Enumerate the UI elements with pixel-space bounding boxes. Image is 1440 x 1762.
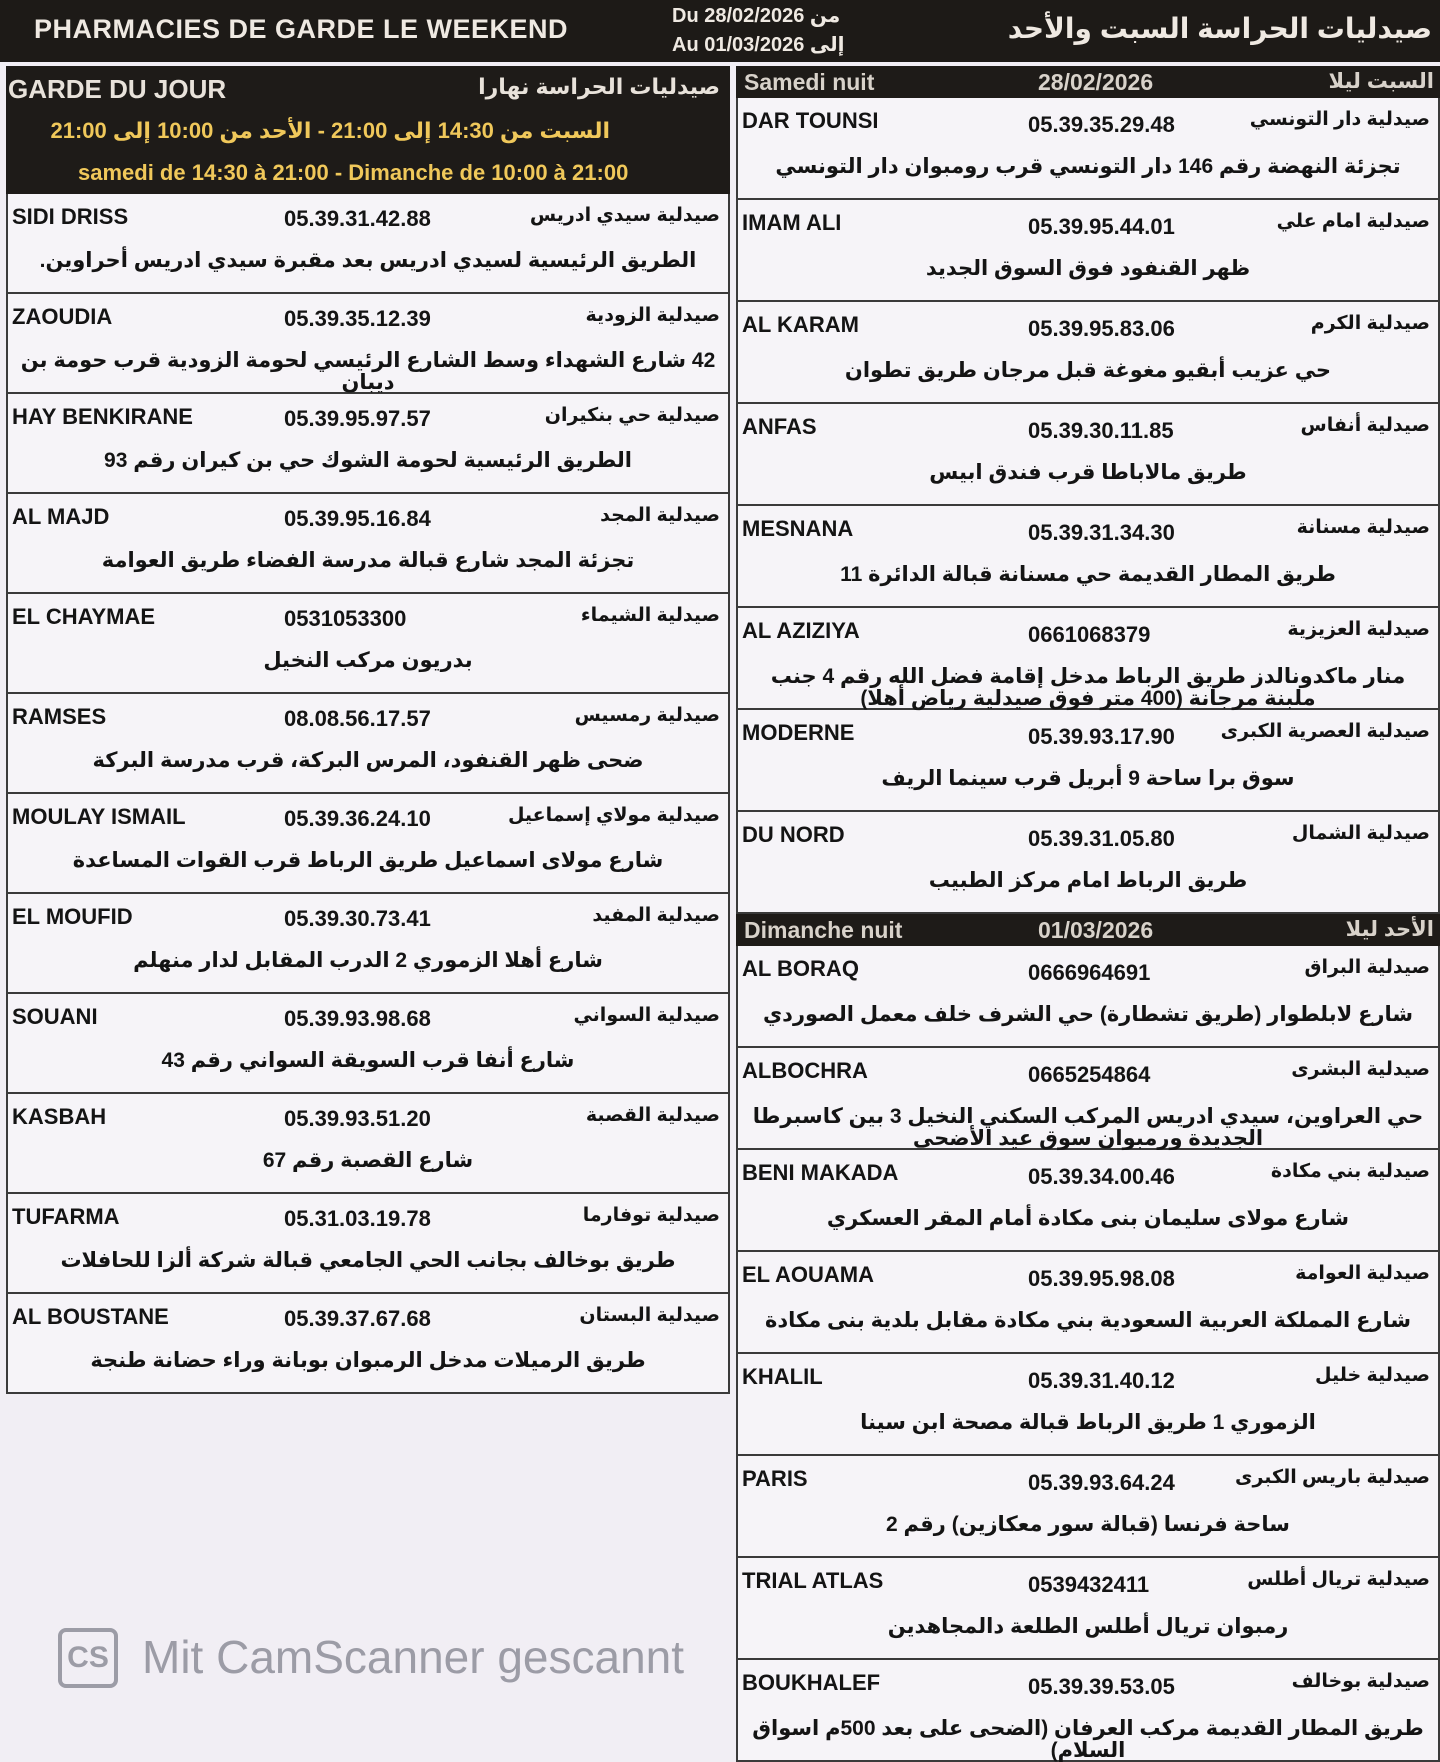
pharmacy-address: طريق الرميلات مدخل الرمبوان بوبانة وراء حضانة طنجة (90, 1349, 646, 1372)
pharmacy-phone: 05.39.93.17.90 (1028, 724, 1175, 749)
pharmacy-name: BENI MAKADA (742, 1160, 899, 1185)
pharmacy-entry (736, 1558, 1440, 1660)
pharmacy-name: AL BOUSTANE (12, 1304, 169, 1329)
garde-du-jour-header (6, 66, 730, 194)
pharmacy-address: ظهر القنفود فوق السوق الجديد (925, 257, 1251, 280)
pharmacy-name: ANFAS (742, 414, 817, 439)
pharmacy-name: MESNANA (742, 516, 854, 541)
pharmacy-name: EL MOUFID (12, 904, 133, 929)
pharmacy-phone: 05.39.95.97.57 (284, 406, 431, 431)
pharmacy-address: حي عزيب أبقيو مغوغة قبل مرجان طريق تطوان (844, 359, 1332, 382)
pharmacy-name-ar: صيدلية المجد (600, 505, 720, 526)
pharmacy-phone: 05.39.34.00.46 (1028, 1164, 1175, 1189)
pharmacy-entry (736, 1252, 1440, 1354)
pharmacy-phone: 05.39.30.11.85 (1028, 418, 1174, 443)
pharmacy-name: IMAM ALI (742, 210, 842, 235)
pharmacy-entry (736, 1354, 1440, 1456)
pharmacy-address: بدريون مركب النخيل (263, 649, 473, 672)
pharmacy-name: KASBAH (12, 1104, 107, 1129)
pharmacy-name: TRIAL ATLAS (742, 1568, 884, 1593)
pharmacy-name-ar: صيدلية مولاي إسماعيل (507, 805, 720, 826)
pharmacy-phone: 0665254864 (1028, 1062, 1151, 1087)
pharmacy-entry (736, 404, 1440, 506)
date-from: Du 28/02/2026 من (672, 5, 841, 27)
pharmacy-name: BOUKHALEF (742, 1670, 881, 1695)
pharmacy-name-ar: صيدلية الشمال (1291, 823, 1430, 844)
pharmacy-name: AL AZIZIYA (742, 618, 860, 643)
pharmacy-phone: 05.39.35.12.39 (284, 306, 431, 331)
pharmacy-address: رمبوان تريال أطلس الطلعة دالمجاهدين (887, 1615, 1289, 1638)
pharmacy-entry (6, 1294, 730, 1394)
pharmacy-name-ar: صيدلية خليل (1315, 1365, 1430, 1386)
pharmacy-address: سوق برا ساحة 9 أبريل قرب سينما الريف (881, 767, 1295, 790)
pharmacy-address: تجزئة النهضة رقم 146 دار التونسي قرب رومبوان دار التونسي (775, 155, 1401, 178)
pharmacy-address: شارع أنفا قرب السويقة السواني رقم 43 (161, 1049, 575, 1072)
pharmacy-name-ar: صيدلية توفارما (582, 1205, 720, 1226)
pharmacy-phone: 05.39.95.98.08 (1028, 1266, 1175, 1291)
pharmacy-name: AL MAJD (12, 504, 110, 529)
pharmacy-name-ar: صيدلية البشرى (1291, 1059, 1430, 1080)
pharmacy-entry (6, 494, 730, 594)
banner-title-ar: صيدليات الحراسة السبت والأحد (1007, 13, 1432, 44)
pharmacy-address: ضحى ظهر القنفود، المرس البركة، قرب مدرسة البركة (92, 749, 644, 772)
pharmacy-address: حي العراوين، سيدي ادريس المركب السكني النخيل 3 بين كاسبرطا الجديدة ورمبوان سوق عيد الأضحى (752, 1105, 1424, 1150)
pharmacy-address: شارع مولاى اسماعيل طريق الرباط قرب القوات المساعدة (72, 849, 664, 872)
date-to: Au 01/03/2026 إلى (672, 34, 845, 56)
pharmacy-name: SIDI DRISS (12, 204, 129, 229)
pharmacy-phone: 05.31.03.19.78 (284, 1206, 431, 1231)
pharmacy-name: EL CHAYMAE (12, 604, 156, 629)
pharmacy-phone: 05.39.36.24.10 (284, 806, 431, 831)
pharmacy-name-ar: صيدلية الكرم (1310, 313, 1430, 334)
pharmacy-phone: 05.39.31.05.80 (1028, 826, 1175, 851)
banner-dates (672, 2, 872, 60)
pharmacy-entry (6, 194, 730, 294)
pharmacy-phone: 05.39.31.34.30 (1028, 520, 1175, 545)
pharmacy-phone: 05.39.93.64.24 (1028, 1470, 1175, 1495)
dimanche-nuit-bar (736, 914, 1440, 946)
pharmacy-name: MODERNE (742, 720, 855, 745)
pharmacy-name-ar: صيدلية العزيزية (1287, 619, 1430, 640)
pharmacy-name-ar: صيدلية امام علي (1276, 211, 1430, 232)
garde-du-jour-list (6, 194, 730, 1394)
pharmacy-name-ar: صيدلية تريال أطلس (1247, 1569, 1430, 1590)
camscanner-logo-icon: CS (58, 1628, 118, 1688)
pharmacy-entry (736, 1048, 1440, 1150)
pharmacy-entry (736, 946, 1440, 1048)
pharmacy-phone: 05.39.31.40.12 (1028, 1368, 1175, 1393)
pharmacy-address: طريق الرباط امام مركز الطبيب (928, 869, 1248, 892)
pharmacy-phone: 0666964691 (1028, 960, 1151, 985)
pharmacy-address: تجزئة المجد شارع قبالة مدرسة الفضاء طريق العوامة (101, 549, 635, 572)
pharmacy-address: طريق بوخالف بجانب الحي الجامعي قبالة شركة ألزا للحافلات (60, 1249, 676, 1272)
pharmacy-name: ZAOUDIA (12, 304, 113, 329)
pharmacy-name: DAR TOUNSI (742, 108, 879, 133)
pharmacy-name: DU NORD (742, 822, 845, 847)
pharmacy-entry (6, 994, 730, 1094)
pharmacy-entry (6, 794, 730, 894)
pharmacy-address: طريق مالاباطا قرب فندق ابيس (929, 461, 1247, 484)
pharmacy-entry (736, 710, 1440, 812)
pharmacy-phone: 05.39.93.51.20 (284, 1106, 431, 1131)
pharmacy-name-ar: صيدلية الزودية (585, 305, 720, 326)
hours-ar: السبت من 14:30 إلى 21:00 - الأحد من 10:00 إلى 21:00 (50, 118, 610, 143)
garde-du-jour-title-ar: صيدليات الحراسة نهارا (478, 74, 720, 99)
pharmacy-phone: 05.39.35.29.48 (1028, 112, 1175, 137)
pharmacy-name-ar: صيدلية السواني (573, 1005, 720, 1026)
pharmacy-phone: 05.39.95.16.84 (284, 506, 431, 531)
pharmacy-phone: 05.39.93.98.68 (284, 1006, 431, 1031)
pharmacy-name-ar: صيدلية دار التونسي (1249, 109, 1430, 130)
pharmacy-entry (736, 302, 1440, 404)
pharmacy-entry (736, 506, 1440, 608)
pharmacy-phone: 0531053300 (284, 606, 407, 631)
samedi-nuit-date: 28/02/2026 (1038, 69, 1154, 95)
samedi-nuit-bar (736, 66, 1440, 98)
pharmacy-name-ar: صيدلية البستان (579, 1305, 720, 1326)
pharmacy-phone: 08.08.56.17.57 (284, 706, 431, 731)
pharmacy-name: SOUANI (12, 1004, 98, 1029)
dimanche-nuit-label-ar: الأحد ليلا (1345, 918, 1434, 941)
hours-fr: samedi de 14:30 à 21:00 - Dimanche de 10:00 à 21:00 (78, 160, 629, 185)
pharmacy-entry (736, 1660, 1440, 1762)
pharmacy-name-ar: صيدلية العوامة (1295, 1263, 1430, 1284)
pharmacy-entry (736, 1456, 1440, 1558)
dimanche-nuit-date: 01/03/2026 (1038, 917, 1154, 943)
pharmacy-address: شارع مولاى سليمان بنى مكادة أمام المقر العسكري (826, 1207, 1350, 1230)
dimanche-nuit-list (736, 946, 1440, 1762)
pharmacy-address: 42 شارع الشهداء وسط الشارع الرئيسي لحومة الزودية قرب حومة بن ديبان (20, 349, 716, 394)
pharmacy-name: PARIS (742, 1466, 808, 1491)
pharmacy-entry (736, 1150, 1440, 1252)
pharmacy-name-ar: صيدلية باريس الكبرى (1235, 1467, 1430, 1488)
top-banner (0, 0, 1440, 62)
pharmacy-entry (6, 894, 730, 994)
pharmacy-address: الزموري 1 طريق الرباط قبالة مصحة ابن سينا (860, 1411, 1316, 1434)
pharmacy-phone: 0539432411 (1028, 1572, 1150, 1597)
night-column (736, 66, 1440, 1762)
pharmacy-address: شارع القصبة رقم 67 (262, 1149, 474, 1172)
pharmacy-address: ساحة فرنسا (قبالة سور معكازين) رقم 2 (886, 1513, 1290, 1536)
pharmacy-name-ar: صيدلية القصبة (585, 1105, 720, 1126)
pharmacy-name-ar: صيدلية بوخالف (1291, 1671, 1430, 1692)
pharmacy-name: AL BORAQ (742, 956, 859, 981)
pharmacy-name-ar: صيدلية بني مكادة (1270, 1161, 1430, 1182)
pharmacy-entry (736, 98, 1440, 200)
pharmacy-name-ar: صيدلية مسنانة (1296, 517, 1430, 538)
garde-du-jour-column (6, 66, 730, 1394)
pharmacy-phone: 05.39.39.53.05 (1028, 1674, 1175, 1699)
pharmacy-address: شارع لابلطوار (طريق تشطارة) حي الشرف خلف معمل الصوردي (762, 1003, 1414, 1026)
pharmacy-name: ALBOCHRA (742, 1058, 868, 1083)
pharmacy-name: KHALIL (742, 1364, 823, 1389)
pharmacy-name-ar: صيدلية العصرية الكبرى (1220, 721, 1430, 742)
pharmacy-phone: 05.39.31.42.88 (284, 206, 431, 231)
banner-title-fr: PHARMACIES DE GARDE LE WEEKEND (34, 14, 569, 44)
pharmacy-name: EL AOUAMA (742, 1262, 874, 1287)
pharmacy-name-ar: صيدلية الشيماء (580, 605, 720, 626)
pharmacy-name: TUFARMA (12, 1204, 120, 1229)
pharmacy-phone: 0661068379 (1028, 622, 1151, 647)
pharmacy-phone: 05.39.37.67.68 (284, 1306, 431, 1331)
pharmacy-entry (6, 294, 730, 394)
pharmacy-name: MOULAY ISMAIL (12, 804, 186, 829)
pharmacy-address: طريق المطار القديمة مركب العرفان (الضحى على بعد 500م اسواق السلام) (752, 1717, 1424, 1762)
watermark-text: Mit CamScanner gescannt (142, 1631, 685, 1683)
pharmacy-phone: 05.39.95.83.06 (1028, 316, 1175, 341)
garde-du-jour-title: GARDE DU JOUR (8, 74, 227, 104)
dimanche-nuit-label: Dimanche nuit (744, 917, 903, 943)
pharmacy-address: طريق المطار القديمة حي مسنانة قبالة الدائرة 11 (840, 563, 1336, 586)
pharmacy-entry (6, 694, 730, 794)
pharmacy-entry (6, 594, 730, 694)
pharmacy-name-ar: صيدلية المفيد (592, 905, 720, 926)
pharmacy-address: شارع المملكة العربية السعودية بني مكادة مقابل بلدية بنى مكادة (764, 1309, 1412, 1332)
pharmacy-name-ar: صيدلية سيدي ادريس (529, 205, 720, 226)
pharmacy-phone: 05.39.30.73.41 (284, 906, 431, 931)
pharmacy-name: HAY BENKIRANE (12, 404, 193, 429)
pharmacy-name: RAMSES (12, 704, 107, 729)
pharmacy-name-ar: صيدلية حي بنكيران (544, 405, 720, 426)
pharmacy-phone: 05.39.95.44.01 (1028, 214, 1175, 239)
pharmacy-name-ar: صيدلية رمسيس (574, 705, 720, 726)
samedi-nuit-label: Samedi nuit (744, 69, 875, 95)
pharmacy-entry (736, 608, 1440, 710)
pharmacy-entry (736, 812, 1440, 914)
pharmacy-name-ar: صيدلية أنفاس (1300, 415, 1430, 436)
pharmacy-entry (6, 1094, 730, 1194)
pharmacy-address: الطريق الرئيسية لسيدي ادريس بعد مقبرة سيدي ادريس أحراوين. (39, 249, 697, 272)
pharmacy-name-ar: صيدلية البراق (1304, 957, 1430, 978)
pharmacy-entry (736, 200, 1440, 302)
samedi-nuit-label-ar: السبت ليلا (1328, 70, 1434, 93)
pharmacy-address: شارع أهلا الزموري 2 الدرب المقابل لدار منهلم (133, 949, 603, 972)
pharmacy-entry (6, 394, 730, 494)
samedi-nuit-list (736, 98, 1440, 914)
pharmacy-entry (6, 1194, 730, 1294)
pharmacy-address: الطريق الرئيسية لحومة الشوك حي بن كيران رقم 93 (104, 449, 632, 472)
pharmacy-name: AL KARAM (742, 312, 859, 337)
pharmacy-address: منار ماكدونالدز طريق الرباط مدخل إقامة فضل الله رقم 4 جنب ملبنة مرجانة (400 متر فوق صيدلية رياض أهلا) (770, 665, 1406, 710)
